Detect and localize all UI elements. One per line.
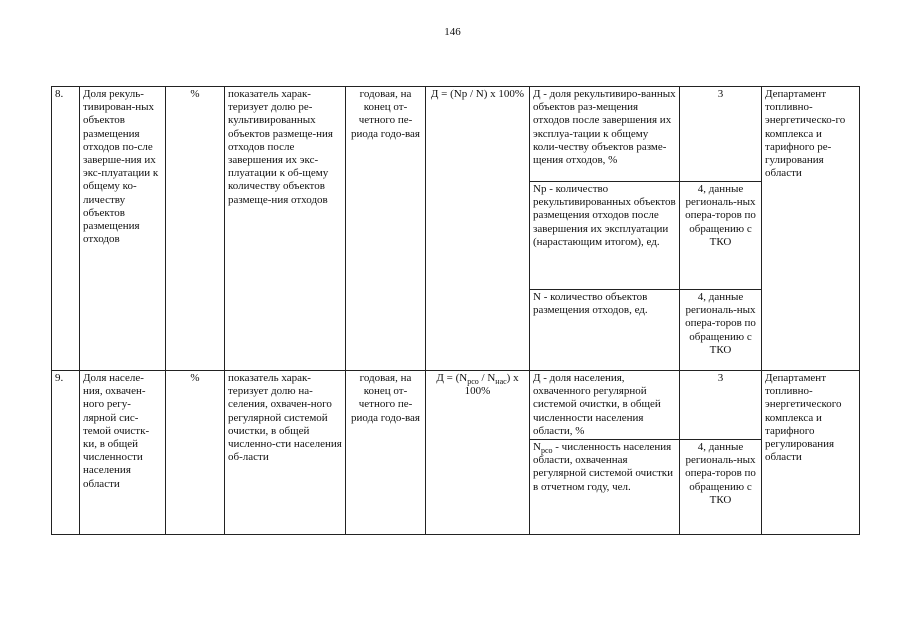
formula-part: ) x 100% — [464, 372, 519, 398]
symbol-subscript: рсо — [540, 446, 553, 456]
row-number: 9. — [52, 371, 80, 535]
formula-part: / N — [478, 372, 496, 384]
indicator-definition: показатель харак-теризует долю на-селения, охвачен-ного регулярной системой очистки, в общей численно-сти населения об-ласти — [225, 371, 346, 535]
collection-method: 3 — [680, 371, 762, 440]
collection-method: 4, данные региональ-ных опера-торов по обращению с ТКО — [680, 182, 762, 290]
table-row — [52, 371, 860, 440]
component-description: Д - доля рекультивиро-ванных объектов раз-мещения отходов после завершения их эксплуа-тации к общему коли-честву объектов разме-щения отходов, % — [530, 87, 680, 182]
formula-part: Д = (N — [436, 372, 468, 384]
formula: Д = (Np / N) x 100% — [426, 87, 530, 371]
unit: % — [166, 87, 225, 371]
responsible-department: Департамент топливно-энергетическо-го комплекса и тарифного ре-гулирования области — [762, 87, 860, 371]
table-row — [52, 87, 860, 182]
collection-method: 3 — [680, 87, 762, 182]
formula-subscript: рсо — [467, 377, 479, 387]
component-description — [530, 440, 680, 535]
symbol: N — [533, 441, 541, 454]
indicator-name: Доля рекуль-тивирован-ных объектов размещения отходов по-сле заверше-ния их экс-плуатации к общему ко-личеству объектов размещения отходов — [80, 87, 166, 371]
unit: % — [166, 371, 225, 535]
periodicity: годовая, на конец от-четного пе-риода годо-вая — [346, 371, 426, 535]
formula — [426, 371, 530, 535]
responsible-department: Департамент топливно-энергетического комплекса и тарифного регулирования области — [762, 371, 860, 535]
periodicity: годовая, на конец от-четного пе-риода годо-вая — [346, 87, 426, 371]
indicator-name: Доля населе-ния, охвачен-ного регу-лярной сис-темой очистк-ки, в общей численности населения области — [80, 371, 166, 535]
component-description: Д - доля населения, охваченного регулярной системой очистки, в общей численности населения области, % — [530, 371, 680, 440]
component-text: - численность населения области, охваченная регулярной системой очистки в отчетном году, чел. — [533, 441, 673, 493]
component-description: Np - количество рекультивированных объектов размещения отходов после завершения их эксплуатации (нарастающим итогом), ед. — [530, 182, 680, 290]
component-description: N - количество объектов размещения отходов, ед. — [530, 290, 680, 371]
collection-method: 4, данные региональ-ных опера-торов по обращению с ТКО — [680, 440, 762, 535]
indicators-table — [51, 86, 860, 535]
page-number: 146 — [444, 26, 461, 38]
indicator-definition: показатель харак-теризует долю ре-культивированных объектов размеще-ния отходов после завершения их экс-плуатации к об-щему количеству объектов размеще-ния отходов — [225, 87, 346, 371]
row-number: 8. — [52, 87, 80, 371]
formula-subscript: нас — [495, 377, 507, 387]
collection-method: 4, данные региональ-ных опера-торов по обращению с ТКО — [680, 290, 762, 371]
